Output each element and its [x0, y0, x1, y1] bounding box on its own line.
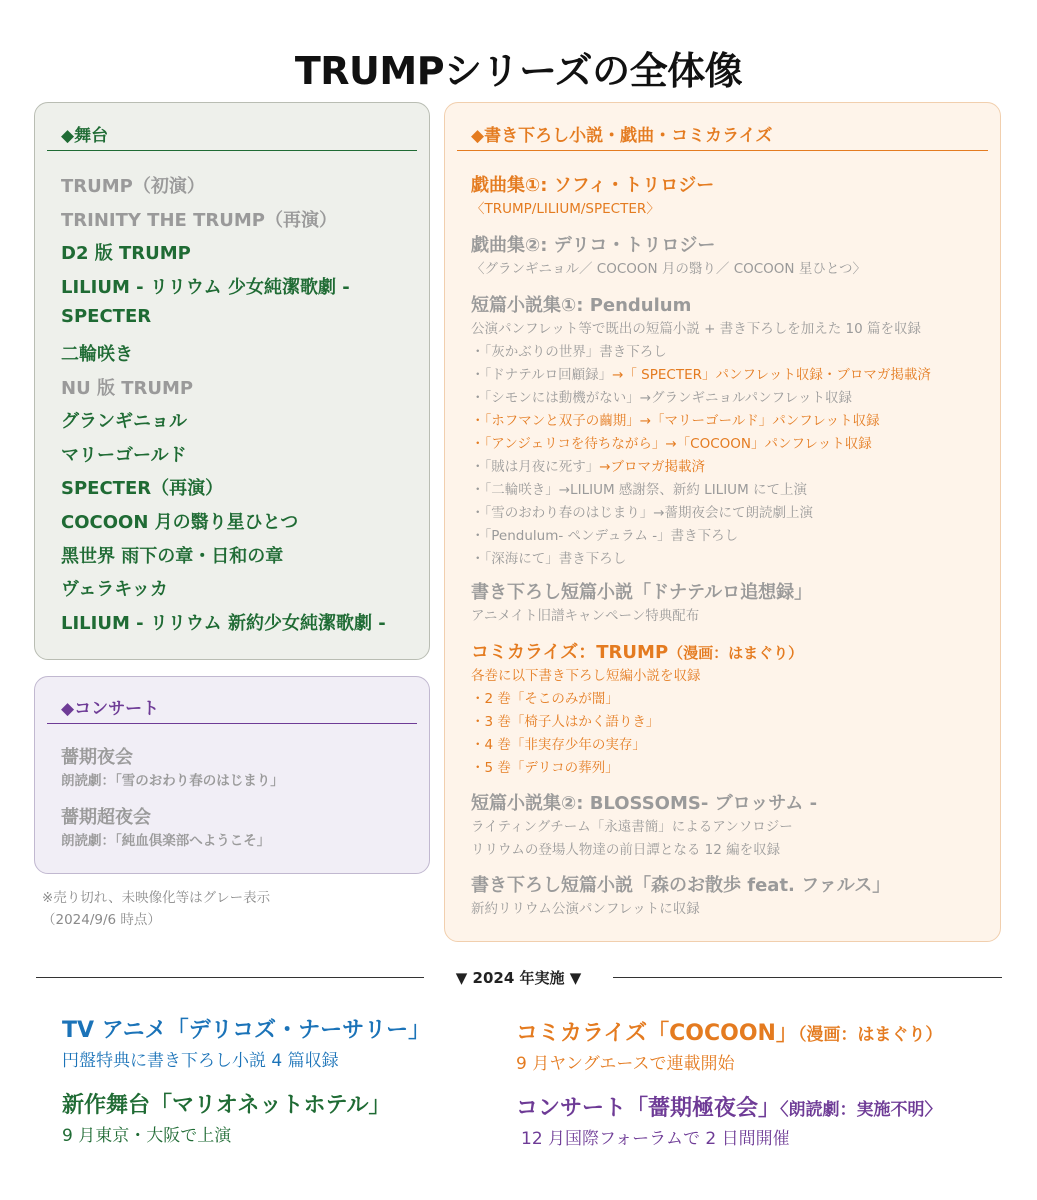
- story-item-status: →「 SPECTER」パンフレット収録・ブロマガ掲載済: [612, 367, 931, 383]
- book-description: 公演パンフレット等で既出の短篇小説 + 書き下ろしを加えた 10 篇を収録: [471, 321, 921, 337]
- book-description: ライティングチーム「永遠書簡」によるアンソロジー: [471, 819, 793, 835]
- stage-item: LILIUM - リリウム 新約少女純潔歌劇 -: [61, 612, 386, 634]
- stage-item: LILIUM - リリウム 少女純潔歌劇 -: [61, 276, 350, 298]
- stage-item: SPECTER（再演）: [61, 478, 224, 500]
- book-subtitle: 〈TRUMP/LILIUM/SPECTER〉: [471, 201, 660, 217]
- concert-heading-rule: [47, 723, 417, 724]
- story-item: ・「灰かぶりの世界」書き下ろし: [471, 344, 667, 360]
- stage-item: グランギニョル: [61, 411, 187, 433]
- stage-item: TRUMP（初演）: [61, 176, 205, 197]
- concert-2024-title-note: 〈朗読劇：実施不明〉: [780, 1100, 942, 1120]
- story-item: [471, 363, 931, 383]
- comic-title-note: （漫画：はまぐり）: [797, 1025, 943, 1045]
- story-item-title: ・「ドナテルロ回顧録」: [471, 367, 613, 383]
- story-item-title: ・「賊は月夜に死す」: [471, 459, 600, 475]
- story-item-status: →ブロマガ掲載済: [599, 459, 706, 475]
- book-title: 短篇小説集②: BLOSSOMS- ブロッサム -: [471, 793, 818, 814]
- concert-item-name: 薔期超夜会: [61, 807, 151, 828]
- concert-item-sub: 朗読劇：「雪のおわり春のはじまり」: [61, 773, 284, 789]
- comic-title: [516, 1016, 942, 1047]
- story-item: ・「深海にて」書き下ろし: [471, 551, 627, 567]
- story-item: [471, 455, 705, 475]
- page-title: TRUMPシリーズの全体像: [294, 49, 743, 93]
- story-item: ・「Pendulum- ペンデュラム -」書き下ろし: [471, 528, 739, 544]
- concert-2024-title-main: コンサート「薔期極夜会」: [516, 1096, 781, 1121]
- book-subtitle: アニメイト旧譜キャンペーン特典配布: [471, 608, 700, 624]
- story-item: ・「二輪咲き」→LILIUM 感謝祭、新約 LILIUM にて上演: [471, 482, 808, 498]
- anime-title: TV アニメ「デリコズ・ナーサリー」: [62, 1018, 431, 1043]
- concert-item-name: 薔期夜会: [61, 747, 133, 768]
- stage-item: TRINITY THE TRUMP（再演）: [61, 209, 337, 231]
- comic-subtitle: 9 月ヤングエースで連載開始: [516, 1054, 735, 1074]
- book-title: 短篇小説集①: Pendulum: [471, 295, 692, 316]
- stage-heading-rule: [47, 150, 417, 151]
- story-item: ・「雪のおわり春のはじまり」→薔期夜会にて朗読劇上演: [471, 505, 814, 521]
- anime-subtitle: 円盤特典に書き下ろし小説 4 篇収録: [62, 1051, 339, 1071]
- volume-item: ・3 巻「椅子人はかく語りき」: [471, 714, 660, 730]
- book-title: [471, 638, 803, 664]
- concert-2024-subtitle: 12 月国際フォーラムで 2 日間開催: [521, 1129, 790, 1149]
- stage-panel: [34, 102, 430, 660]
- stage-item: マリーゴールド: [61, 444, 187, 466]
- volume-item: ・2 巻「そこのみが闇」: [471, 691, 619, 707]
- divider-line-left: [36, 977, 424, 978]
- book-title-note: （漫画：はまぐり）: [668, 644, 804, 662]
- stage-heading: ◆舞台: [61, 126, 109, 146]
- new-stage-title: 新作舞台「マリオネットホテル」: [62, 1093, 391, 1118]
- stage-item: 黑世界 雨下の章・日和の章: [61, 545, 284, 567]
- book-title: 書き下ろし短篇小説「森のお散歩 feat. ファルス」: [471, 875, 891, 896]
- story-item: ・「アンジェリコを待ちながら」→「COCOON」パンフレット収録: [471, 436, 872, 452]
- comic-title-main: コミカライズ「COCOON」: [516, 1021, 798, 1046]
- story-item: ・「シモンには動機がない」→グランギニョルパンフレット収録: [471, 390, 852, 406]
- stage-item: D2 版 TRUMP: [61, 243, 191, 265]
- stage-item: ヴェラキッカ: [61, 579, 168, 601]
- book-title-main: コミカライズ：TRUMP: [471, 642, 669, 663]
- book-title: 書き下ろし短篇小説「ドナテルロ追想録」: [471, 582, 813, 603]
- legend-note: ※売り切れ、未映像化等はグレー表示: [42, 890, 271, 906]
- book-description: リリウムの登場人物達の前日譚となる 12 編を収録: [471, 842, 781, 858]
- concert-2024-title: [516, 1091, 942, 1122]
- stage-item: 二輪咲き: [61, 344, 133, 365]
- section-divider-2024: ▼ 2024 年実施 ▼: [455, 969, 582, 987]
- volume-item: ・4 巻「非実存少年の実存」: [471, 737, 646, 753]
- book-subtitle: 新約リリウム公演パンフレットに収録: [471, 901, 700, 917]
- new-stage-subtitle: 9 月東京・大阪で上演: [62, 1126, 232, 1146]
- book-description: 各巻に以下書き下ろし短編小説を収録: [471, 668, 701, 684]
- concert-heading: ◆コンサート: [61, 699, 160, 719]
- stage-item: NU 版 TRUMP: [61, 377, 194, 399]
- stage-item: COCOON 月の翳り星ひとつ: [61, 512, 299, 533]
- book-subtitle: 〈グランギニョル／ COCOON 月の翳り／ COCOON 星ひとつ〉: [471, 261, 867, 277]
- book-title: 戯曲集①: ソフィ・トリロジー: [471, 175, 715, 196]
- stage-item: SPECTER: [61, 306, 152, 328]
- divider-line-right: [613, 977, 1002, 978]
- as-of-date-note: （2024/9/6 時点）: [42, 912, 161, 928]
- novels-heading-rule: [457, 150, 988, 151]
- concert-panel: [34, 676, 430, 874]
- book-title: 戯曲集②: デリコ・トリロジー: [471, 235, 716, 256]
- novels-panel: [444, 102, 1001, 942]
- novels-heading: ◆書き下ろし小説・戯曲・コミカライズ: [471, 126, 773, 146]
- volume-item: ・5 巻「デリコの葬列」: [471, 760, 619, 776]
- story-item: ・「ホフマンと双子の繭期」→「マリーゴールド」パンフレット収録: [471, 413, 880, 429]
- concert-item-sub: 朗読劇：「純血倶楽部へようこそ」: [61, 833, 271, 849]
